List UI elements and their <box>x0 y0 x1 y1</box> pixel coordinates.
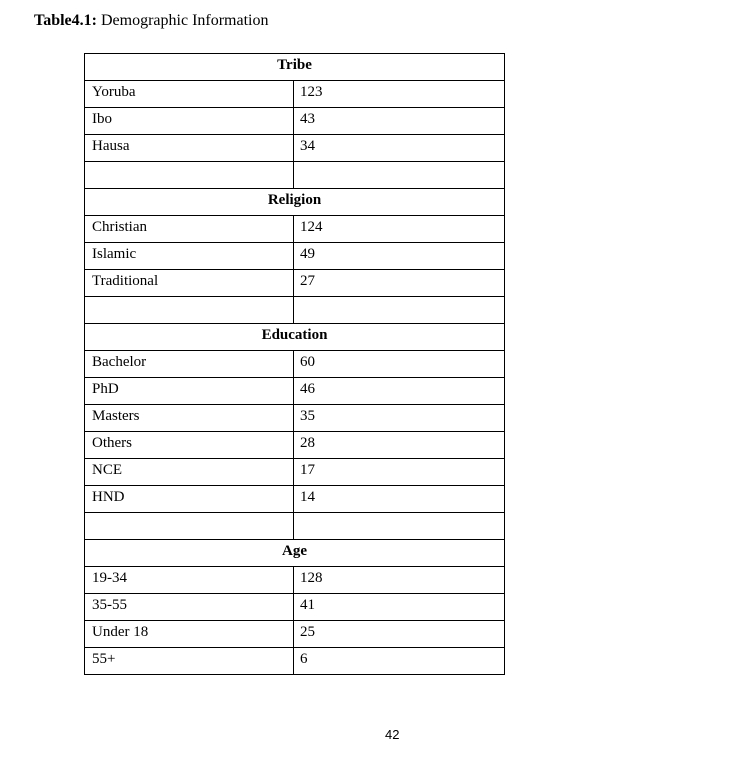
table-row <box>85 459 505 486</box>
table-caption-label: Table4.1: <box>34 12 97 29</box>
table-row <box>85 81 505 108</box>
row-value: 28 <box>294 432 505 459</box>
row-label: HND <box>85 486 294 513</box>
row-value: 49 <box>294 243 505 270</box>
row-label: Yoruba <box>85 81 294 108</box>
table-caption <box>34 11 268 31</box>
table-row <box>85 270 505 297</box>
row-value: 46 <box>294 378 505 405</box>
table-row <box>85 351 505 378</box>
spacer-cell <box>294 162 505 189</box>
row-label: Under 18 <box>85 621 294 648</box>
section-heading-religion: Religion <box>85 189 505 216</box>
spacer-row <box>85 513 505 540</box>
row-label: Masters <box>85 405 294 432</box>
row-value: 128 <box>294 567 505 594</box>
spacer-cell <box>85 297 294 324</box>
row-label: Traditional <box>85 270 294 297</box>
row-label: Hausa <box>85 135 294 162</box>
spacer-cell <box>294 297 505 324</box>
table-row <box>85 108 505 135</box>
table-row <box>85 486 505 513</box>
spacer-row <box>85 297 505 324</box>
section-heading-age: Age <box>85 540 505 567</box>
row-label: 55+ <box>85 648 294 675</box>
spacer-cell <box>85 162 294 189</box>
row-value: 41 <box>294 594 505 621</box>
table-row <box>85 135 505 162</box>
spacer-cell <box>294 513 505 540</box>
spacer-cell <box>85 513 294 540</box>
table-row <box>85 432 505 459</box>
spacer-row <box>85 162 505 189</box>
table-row <box>85 405 505 432</box>
section-heading-tribe: Tribe <box>85 54 505 81</box>
row-value: 43 <box>294 108 505 135</box>
section-heading-education: Education <box>85 324 505 351</box>
table-row <box>85 216 505 243</box>
page-number: 42 <box>385 727 400 742</box>
section-header-row <box>85 54 505 81</box>
demographic-table-body <box>85 54 505 675</box>
table-row <box>85 243 505 270</box>
row-value: 35 <box>294 405 505 432</box>
row-value: 14 <box>294 486 505 513</box>
table-row <box>85 378 505 405</box>
row-value: 25 <box>294 621 505 648</box>
section-header-row <box>85 324 505 351</box>
demographic-table <box>84 53 505 675</box>
row-value: 6 <box>294 648 505 675</box>
row-label: Others <box>85 432 294 459</box>
table-row <box>85 567 505 594</box>
row-label: PhD <box>85 378 294 405</box>
row-label: 19-34 <box>85 567 294 594</box>
row-label: Islamic <box>85 243 294 270</box>
table-caption-text: Demographic Information <box>96 12 269 29</box>
section-header-row <box>85 189 505 216</box>
row-label: Christian <box>85 216 294 243</box>
row-value: 60 <box>294 351 505 378</box>
row-value: 123 <box>294 81 505 108</box>
table-row <box>85 621 505 648</box>
row-label: 35-55 <box>85 594 294 621</box>
table-row <box>85 648 505 675</box>
row-value: 17 <box>294 459 505 486</box>
row-label: Bachelor <box>85 351 294 378</box>
row-label: Ibo <box>85 108 294 135</box>
section-header-row <box>85 540 505 567</box>
table-row <box>85 594 505 621</box>
row-value: 27 <box>294 270 505 297</box>
row-label: NCE <box>85 459 294 486</box>
row-value: 34 <box>294 135 505 162</box>
row-value: 124 <box>294 216 505 243</box>
